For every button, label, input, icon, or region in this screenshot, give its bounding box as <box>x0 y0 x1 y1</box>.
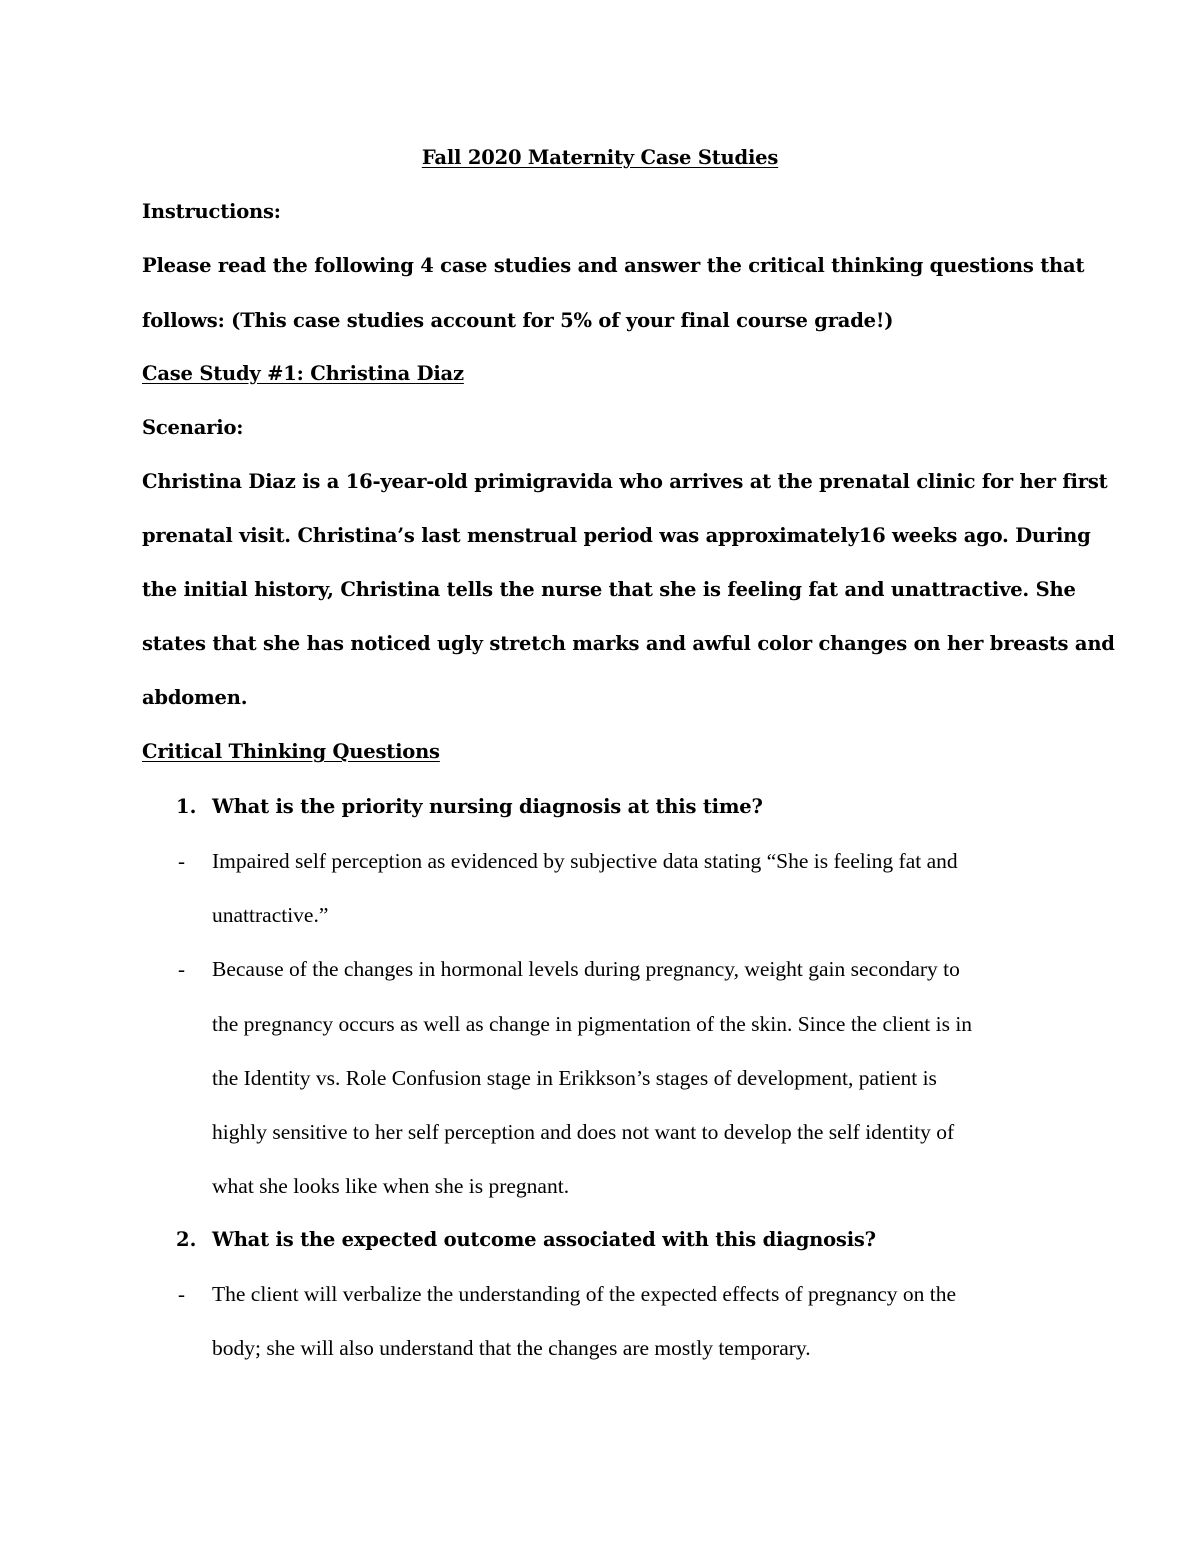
answer-line: unattractive.” <box>212 903 329 927</box>
scenario-line: abdomen. <box>142 686 248 709</box>
answer-line: The client will verbalize the understanding of the expected effects of pregnancy on the <box>212 1282 957 1306</box>
answer-line: what she looks like when she is pregnant. <box>212 1174 570 1198</box>
question-text: What is the priority nursing diagnosis at this time? <box>212 795 763 818</box>
question-number: 2. <box>176 1228 197 1251</box>
answer-line: the Identity vs. Role Confusion stage in Erikkson’s stages of development, patient is <box>212 1066 937 1090</box>
answer-line: highly sensitive to her self perception and does not want to develop the self identity of <box>212 1120 955 1144</box>
answer-line: body; she will also understand that the changes are mostly temporary. <box>212 1336 811 1360</box>
scenario-label: Scenario: <box>142 416 244 439</box>
questions-heading: Critical Thinking Questions <box>142 740 440 763</box>
answer-line: Impaired self perception as evidenced by subjective data stating “She is feeling fat and <box>212 849 958 873</box>
instructions-line: follows: (This case studies account for 5% of your final course grade!) <box>142 309 894 332</box>
answer-line: the pregnancy occurs as well as change in pigmentation of the skin. Since the client is in <box>212 1012 973 1036</box>
scenario-line: Christina Diaz is a 16-year-old primigravida who arrives at the prenatal clinic for her first <box>142 470 1108 493</box>
answer-bullet: - <box>178 957 185 981</box>
instructions-line: Please read the following 4 case studies and answer the critical thinking questions that <box>142 254 1085 277</box>
scenario-line: prenatal visit. Christina’s last menstrual period was approximately16 weeks ago. During <box>142 524 1091 547</box>
scenario-line: states that she has noticed ugly stretch marks and awful color changes on her breasts and <box>142 632 1115 655</box>
case-study-heading: Case Study #1: Christina Diaz <box>142 362 464 385</box>
document-title: Fall 2020 Maternity Case Studies <box>421 146 779 169</box>
question-text: What is the expected outcome associated with this diagnosis? <box>212 1228 876 1251</box>
answer-line: Because of the changes in hormonal levels during pregnancy, weight gain secondary to <box>212 957 960 981</box>
scenario-line: the initial history, Christina tells the nurse that she is feeling fat and unattractive. She <box>142 578 1076 601</box>
question-number: 1. <box>176 795 197 818</box>
answer-bullet: - <box>178 849 185 873</box>
answer-bullet: - <box>178 1282 185 1306</box>
instructions-label: Instructions: <box>142 200 281 223</box>
